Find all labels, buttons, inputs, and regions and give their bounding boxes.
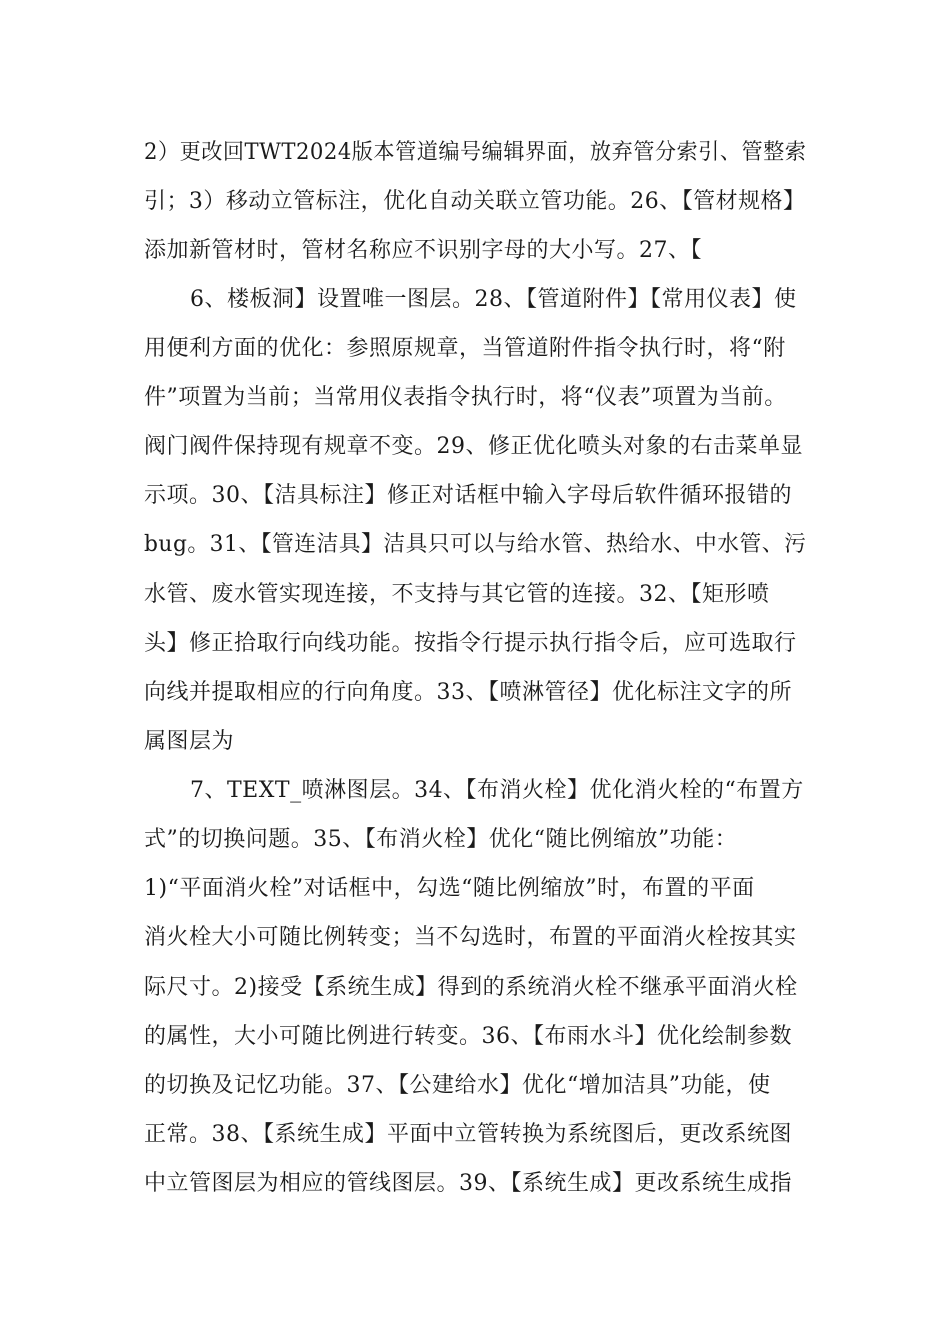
text-line-1: 2）更改回TWT2024版本管道编号编辑界面，放弃管分索引、管整索 (144, 140, 807, 165)
text-line-3: 添加新管材时，管材名称应不识别字母的大小写。27、【 (144, 238, 702, 263)
text-line-12: 向线并提取相应的行向角度。33、【喷淋管径】优化标注文字的所 (144, 680, 792, 705)
text-line-17: 消火栓大小可随比例转变；当不勾选时，布置的平面消火栓按其实 (144, 925, 797, 950)
text-line-10: 水管、废水管实现连接，不支持与其它管的连接。32、【矩形喷 (144, 582, 770, 607)
text-line-9: bug。31、【管连洁具】洁具只可以与给水管、热给水、中水管、污 (144, 532, 807, 557)
paragraph-7-line-1: 7、TEXT_喷淋图层。34、【布消火栓】优化消火栓的“布置方 (190, 778, 804, 803)
text-line-8: 示项。30、【洁具标注】修正对话框中输入字母后软件循环报错的 (144, 483, 792, 508)
text-line-19: 的属性，大小可随比例进行转变。36、【布雨水斗】优化绘制参数 (144, 1024, 792, 1049)
text-line-6: 件”项置为当前；当常用仪表指令执行时，将“仪表”项置为当前。 (144, 385, 787, 410)
text-line-2: 引；3）移动立管标注，优化自动关联立管功能。26、【管材规格】 (144, 189, 806, 214)
text-line-15: 式”的切换问题。35、【布消火栓】优化“随比例缩放”功能： (144, 827, 738, 852)
text-line-18: 际尺寸。2)接受【系统生成】得到的系统消火栓不继承平面消火栓 (144, 975, 798, 1000)
text-line-11: 头】修正拾取行向线功能。按指令行提示执行指令后，应可选取行 (144, 631, 797, 656)
text-line-5: 用便利方面的优化：参照原规章，当管道附件指令执行时，将“附 (144, 336, 786, 361)
text-line-22: 中立管图层为相应的管线图层。39、【系统生成】更改系统生成指 (144, 1171, 792, 1196)
text-line-13: 属图层为 (144, 729, 235, 754)
text-line-16: 1)“平面消火栓”对话框中，勾选“随比例缩放”时，布置的平面 (144, 876, 755, 901)
text-line-21: 正常。38、【系统生成】平面中立管转换为系统图后，更改系统图 (144, 1122, 792, 1147)
text-line-7: 阀门阀件保持现有规章不变。29、修正优化喷头对象的右击菜单显 (144, 434, 803, 459)
paragraph-6-line-1: 6、楼板洞】设置唯一图层。28、【管道附件】【常用仪表】使 (190, 287, 797, 312)
text-line-20: 的切换及记忆功能。37、【公建给水】优化“增加洁具”功能，使 (144, 1073, 771, 1098)
